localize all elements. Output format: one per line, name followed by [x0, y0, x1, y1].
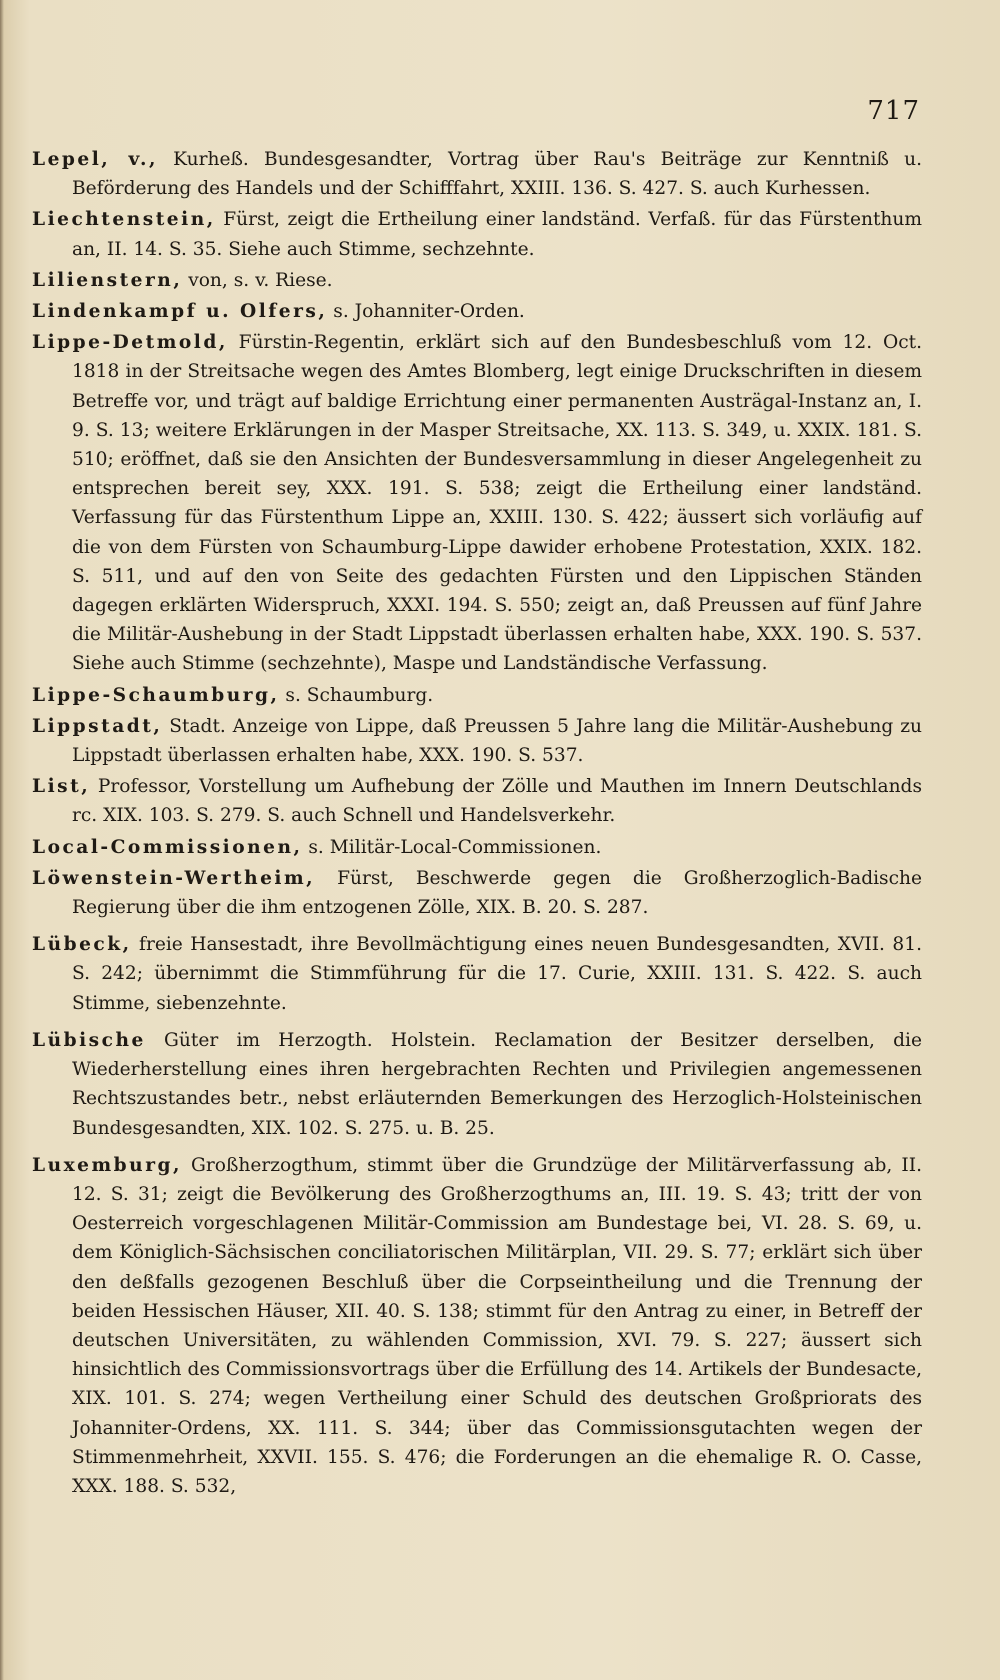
- entry-text: Güter im Herzogth. Holstein. Reclamation der Besitzer derselben, die Wiederherstellung eines ihren hergebrachten Rechten und Privilegien angemessenen Rechtszustandes betr., nebst erläuternden Bemerkungen des Herzoglich-Holsteinischen Bundesgesandten, XIX. 102. S. 275. u. B. 25.: [72, 1029, 922, 1139]
- index-entry: [32, 833, 922, 862]
- entry-text: freie Hansestadt, ihre Bevollmächtigung eines neuen Bundesgesandten, XVII. 81. S. 242; übernimmt die Stimmführung für die 17. Curie, XXIII. 131. S. 422. S. auch Stimme, siebenzehnte.: [72, 934, 922, 1014]
- entry-heading: Lippe-Schaumburg,: [32, 684, 280, 706]
- entry-heading: Lindenkampf u. Olfers,: [32, 301, 328, 323]
- index-entry: [32, 145, 922, 203]
- index-entry: [32, 712, 922, 770]
- entry-heading: Lippstadt,: [32, 715, 163, 737]
- entry-text: von, s. v. Riese.: [182, 269, 333, 291]
- index-entry: [32, 681, 922, 710]
- entry-heading: Löwenstein-Wertheim,: [32, 867, 316, 889]
- entry-text: Stadt. Anzeige von Lippe, daß Preussen 5 Jahre lang die Militär-Aushebung zu Lippstadt überlassen erhalten habe, XXX. 190. S. 537.: [72, 715, 922, 767]
- entry-heading: Lilienstern,: [32, 269, 183, 291]
- index-entries: [32, 145, 922, 1503]
- index-entry: [32, 864, 922, 922]
- entry-text: Kurheß. Bundesgesandter, Vortrag über Rau's Beiträge zur Kenntniß u. Beförderung des Handels und der Schifffahrt, XXIII. 136. S. 427. S. auch Kurhessen.: [72, 149, 922, 200]
- entry-text: Fürst, zeigt die Ertheilung einer landständ. Verfaß. für das Fürstenthum an, II. 14. S. 35. Siehe auch Stimme, sechzehnte.: [72, 209, 922, 260]
- index-entry: [32, 328, 922, 678]
- entry-heading: Luxemburg,: [32, 1154, 182, 1176]
- index-entry: [32, 205, 922, 263]
- entry-text: Fürstin-Regentin, erklärt sich auf den Bundesbeschluß vom 12. Oct. 1818 in der Streitsache wegen des Amtes Blomberg, legt einige Druckschriften in diesem Betreffe vor, und trägt auf baldige Errichtung einer permanenten Austrägal-Instanz an, I. 9. S. 13; weitere Erklärungen in der Masper Streitsache, XX. 113. S. 349, u. XXIX. 181. S. 510; eröffnet, daß sie den Ansichten der Bundesversammlung in dieser Angelegenheit zu entsprechen bereit sey, XXX. 191. S. 538; zeigt die Ertheilung einer landständ. Verfassung für das Fürstenthum Lippe an, XXIII. 130. S. 422; äussert sich vorläufig auf die von dem Fürsten von Schaumburg-Lippe dawider erhobene Protestation, XXIX. 182. S. 511, und auf den von Seite des gedachten Fürsten und den Lippischen Ständen dagegen erklärten Widerspruch, XXXI. 194. S. 550; zeigt an, daß Preussen auf fünf Jahre die Militär-Aushebung in der Stadt Lippstadt überlassen erhalten habe, XXX. 190. S. 537. Siehe auch Stimme (sechzehnte), Maspe und Landständische Verfassung.: [72, 332, 922, 675]
- entry-text: s. Johanniter-Orden.: [327, 301, 525, 323]
- entry-text: s. Militär-Local-Commissionen.: [302, 836, 602, 858]
- page-number: 717: [867, 96, 920, 126]
- entry-text: Professor, Vorstellung um Aufhebung der Zölle und Mauthen im Innern Deutschlands rc. XIX. 103. S. 279. S. auch Schnell und Handelsverkehr.: [72, 776, 922, 827]
- index-entry: [32, 297, 922, 326]
- entry-heading: Lübeck,: [32, 934, 132, 956]
- index-entry: [32, 930, 922, 1018]
- entry-heading: Lippe-Detmold,: [32, 332, 228, 354]
- page-binding-edge: [0, 0, 4, 1680]
- entry-heading: Local-Commissionen,: [32, 836, 303, 858]
- entry-heading: Liechtenstein,: [32, 209, 216, 231]
- entry-text: Fürst, Beschwerde gegen die Großherzoglich-Badische Regierung über die ihm entzogenen Zölle, XIX. B. 20. S. 287.: [72, 867, 922, 919]
- index-entry: [32, 1151, 922, 1501]
- entry-text: Großherzogthum, stimmt über die Grundzüge der Militärverfassung ab, II. 12. S. 31; zeigt die Bevölkerung des Großherzogthums an, III. 19. S. 43; tritt der von Oesterreich vorgeschlagenen Militär-Commission am Bundestage bei, VI. 28. S. 69, u. dem Königlich-Sächsischen conciliatorischen Militärplan, VII. 29. S. 77; erklärt sich über den deßfalls gezogenen Beschluß über die Corpseintheilung und die Trennung der beiden Hessischen Häuser, XII. 40. S. 138; stimmt für den Antrag zu einer, in Betreff der deutschen Universitäten, zu wählenden Commission, XVI. 79. S. 227; äussert sich hinsichtlich des Commissionsvortrags über die Erfüllung des 14. Artikels der Bundesacte, XIX. 101. S. 274; wegen Vertheilung einer Schuld des deutschen Großpriorats des Johanniter-Ordens, XX. 111. S. 344; über das Commissionsgutachten wegen der Stimmenmehrheit, XXVII. 155. S. 476; die Forderungen an die ehemalige R. O. Casse, XXX. 188. S. 532,: [72, 1154, 922, 1497]
- index-entry: [32, 1026, 922, 1143]
- entry-text: s. Schaumburg.: [279, 684, 434, 706]
- entry-heading: List,: [32, 776, 91, 798]
- index-entry: [32, 266, 922, 295]
- entry-heading: Lübische: [32, 1029, 146, 1051]
- index-entry: [32, 772, 922, 830]
- entry-heading: Lepel, v.,: [32, 149, 158, 170]
